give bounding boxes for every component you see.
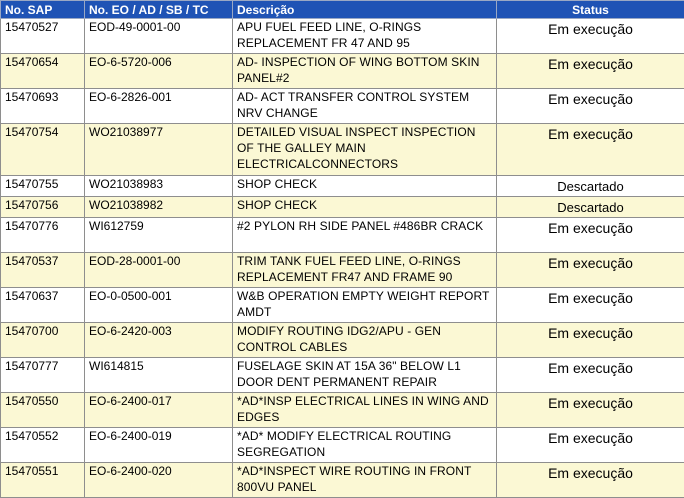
cell-status: Descartado: [497, 197, 684, 218]
table-row[interactable]: [1, 197, 684, 218]
cell-eo: EO-6-2826-001: [85, 89, 233, 124]
cell-description: *AD*INSP ELECTRICAL LINES IN WING AND EDGES: [233, 393, 497, 428]
cell-eo: EOD-49-0001-00: [85, 19, 233, 54]
cell-sap: 15470551: [1, 463, 85, 498]
cell-description: AD- ACT TRANSFER CONTROL SYSTEM NRV CHANGE: [233, 89, 497, 124]
cell-eo: WI614815: [85, 358, 233, 393]
cell-sap: 15470693: [1, 89, 85, 124]
table-row[interactable]: [1, 89, 684, 124]
table-row[interactable]: [1, 463, 684, 498]
cell-description: FUSELAGE SKIN AT 15A 36" BELOW L1 DOOR DENT PERMANENT REPAIR: [233, 358, 497, 393]
cell-sap: 15470552: [1, 428, 85, 463]
cell-sap: 15470527: [1, 19, 85, 54]
table-row[interactable]: [1, 428, 684, 463]
cell-status: Em execução: [497, 428, 684, 463]
cell-sap: 15470654: [1, 54, 85, 89]
cell-sap: 15470700: [1, 323, 85, 358]
cell-sap: 15470776: [1, 218, 85, 253]
cell-sap: 15470754: [1, 124, 85, 176]
cell-sap: 15470755: [1, 176, 85, 197]
cell-eo: EO-6-5720-006: [85, 54, 233, 89]
cell-description: MODIFY ROUTING IDG2/APU - GEN CONTROL CABLES: [233, 323, 497, 358]
table-row[interactable]: [1, 323, 684, 358]
cell-description: AD- INSPECTION OF WING BOTTOM SKIN PANEL#2: [233, 54, 497, 89]
cell-eo: WO21038977: [85, 124, 233, 176]
cell-status: Em execução: [497, 463, 684, 498]
cell-status: Em execução: [497, 393, 684, 428]
cell-description: *AD*INSPECT WIRE ROUTING IN FRONT 800VU PANEL: [233, 463, 497, 498]
cell-eo: EO-6-2400-017: [85, 393, 233, 428]
column-header-eo[interactable]: No. EO / AD / SB / TC: [85, 1, 233, 19]
table-header: [1, 1, 684, 19]
cell-description: #2 PYLON RH SIDE PANEL #486BR CRACK: [233, 218, 497, 253]
table-row[interactable]: [1, 54, 684, 89]
cell-status: Em execução: [497, 288, 684, 323]
cell-eo: WO21038983: [85, 176, 233, 197]
table-row[interactable]: [1, 288, 684, 323]
cell-status: Em execução: [497, 323, 684, 358]
cell-sap: 15470637: [1, 288, 85, 323]
cell-eo: EO-6-2420-003: [85, 323, 233, 358]
cell-description: DETAILED VISUAL INSPECT INSPECTION OF THE GALLEY MAIN ELECTRICALCONNECTORS: [233, 124, 497, 176]
cell-description: SHOP CHECK: [233, 176, 497, 197]
cell-status: Em execução: [497, 358, 684, 393]
table-row[interactable]: [1, 124, 684, 176]
table-row[interactable]: [1, 218, 684, 253]
cell-status: Em execução: [497, 89, 684, 124]
table-row[interactable]: [1, 358, 684, 393]
cell-status: Em execução: [497, 19, 684, 54]
table-row[interactable]: [1, 253, 684, 288]
cell-sap: 15470777: [1, 358, 85, 393]
cell-description: APU FUEL FEED LINE, O-RINGS REPLACEMENT FR 47 AND 95: [233, 19, 497, 54]
cell-status: Descartado: [497, 176, 684, 197]
cell-status: Em execução: [497, 54, 684, 89]
cell-sap: 15470550: [1, 393, 85, 428]
cell-status: Em execução: [497, 253, 684, 288]
cell-eo: EO-6-2400-020: [85, 463, 233, 498]
cell-eo: EO-6-2400-019: [85, 428, 233, 463]
column-header-description[interactable]: Descrição: [233, 1, 497, 19]
cell-eo: EOD-28-0001-00: [85, 253, 233, 288]
cell-description: W&B OPERATION EMPTY WEIGHT REPORT AMDT: [233, 288, 497, 323]
table-row[interactable]: [1, 19, 684, 54]
cell-description: TRIM TANK FUEL FEED LINE, O-RINGS REPLACEMENT FR47 AND FRAME 90: [233, 253, 497, 288]
table-row[interactable]: [1, 393, 684, 428]
cell-status: Em execução: [497, 124, 684, 176]
cell-status: Em execução: [497, 218, 684, 253]
table-body: [1, 19, 684, 498]
cell-description: SHOP CHECK: [233, 197, 497, 218]
column-header-status[interactable]: Status: [497, 1, 684, 19]
cell-description: *AD* MODIFY ELECTRICAL ROUTING SEGREGATION: [233, 428, 497, 463]
cell-eo: EO-0-0500-001: [85, 288, 233, 323]
cell-eo: WO21038982: [85, 197, 233, 218]
cell-sap: 15470537: [1, 253, 85, 288]
cell-eo: WI612759: [85, 218, 233, 253]
table-row[interactable]: [1, 176, 684, 197]
cell-sap: 15470756: [1, 197, 85, 218]
column-header-sap[interactable]: No. SAP: [1, 1, 85, 19]
